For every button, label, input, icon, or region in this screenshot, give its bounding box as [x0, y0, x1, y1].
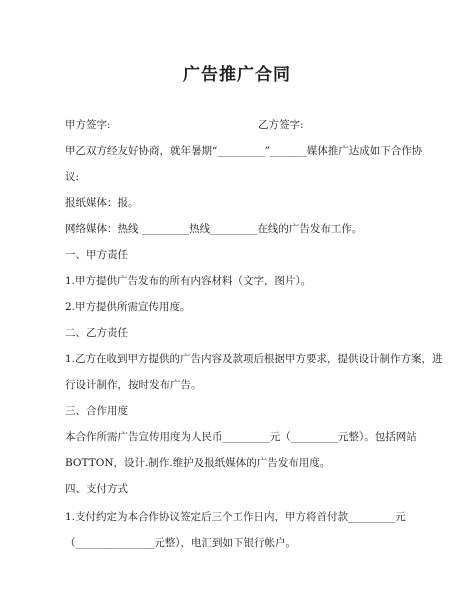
intro-paragraph-line-2: 议: — [65, 171, 80, 183]
section-heading-fees: 三、合作用度 — [65, 405, 128, 417]
party-b-clause-1-line-1: 1.乙方在收到甲方提供的广告内容及款项后根据甲方要求，提供设计制作方案，进 — [65, 353, 443, 365]
party-a-clause-1: 1.甲方提供广告发布的所有内容材料（文字，图片）。 — [65, 275, 312, 287]
fees-clause-line-1: 本合作所需广告宣传用度为人民币_________元（_________元整）。包括网站 — [65, 431, 417, 443]
intro-paragraph-line-1: 甲乙双方经友好协商，就年暑期“_________”_______媒体推广达成如下合作协 — [65, 145, 423, 157]
payment-clause-line-1: 1.支付约定为本合作协议签定后三个工作日内，甲方将首付款_________元 — [65, 511, 406, 523]
section-heading-party-a: 一、甲方责任 — [65, 249, 128, 261]
newspaper-media-line: 报纸媒体：报。 — [65, 197, 139, 209]
party-a-signature-label: 甲方签字: — [65, 119, 111, 131]
fees-clause-line-2: BOTTON，设计.制作.维护及报纸媒体的广告发布用度。 — [65, 457, 331, 469]
document-title: 广告推广合同 — [183, 65, 291, 85]
party-a-clause-2: 2.甲方提供所需宣传用度。 — [65, 301, 191, 313]
section-heading-party-b: 二、乙方责任 — [65, 327, 128, 339]
party-b-clause-1-line-2: 行设计制作，按时发布广告。 — [65, 379, 202, 391]
section-heading-payment: 四、支付方式 — [65, 483, 128, 495]
payment-clause-line-2: （_______________元整），电汇到如下银行帐户。 — [65, 537, 296, 549]
party-b-signature-label: 乙方签字: — [258, 119, 304, 131]
online-media-line: 网络媒体：热线 _________热线_________在线的广告发布工作。 — [65, 223, 363, 235]
